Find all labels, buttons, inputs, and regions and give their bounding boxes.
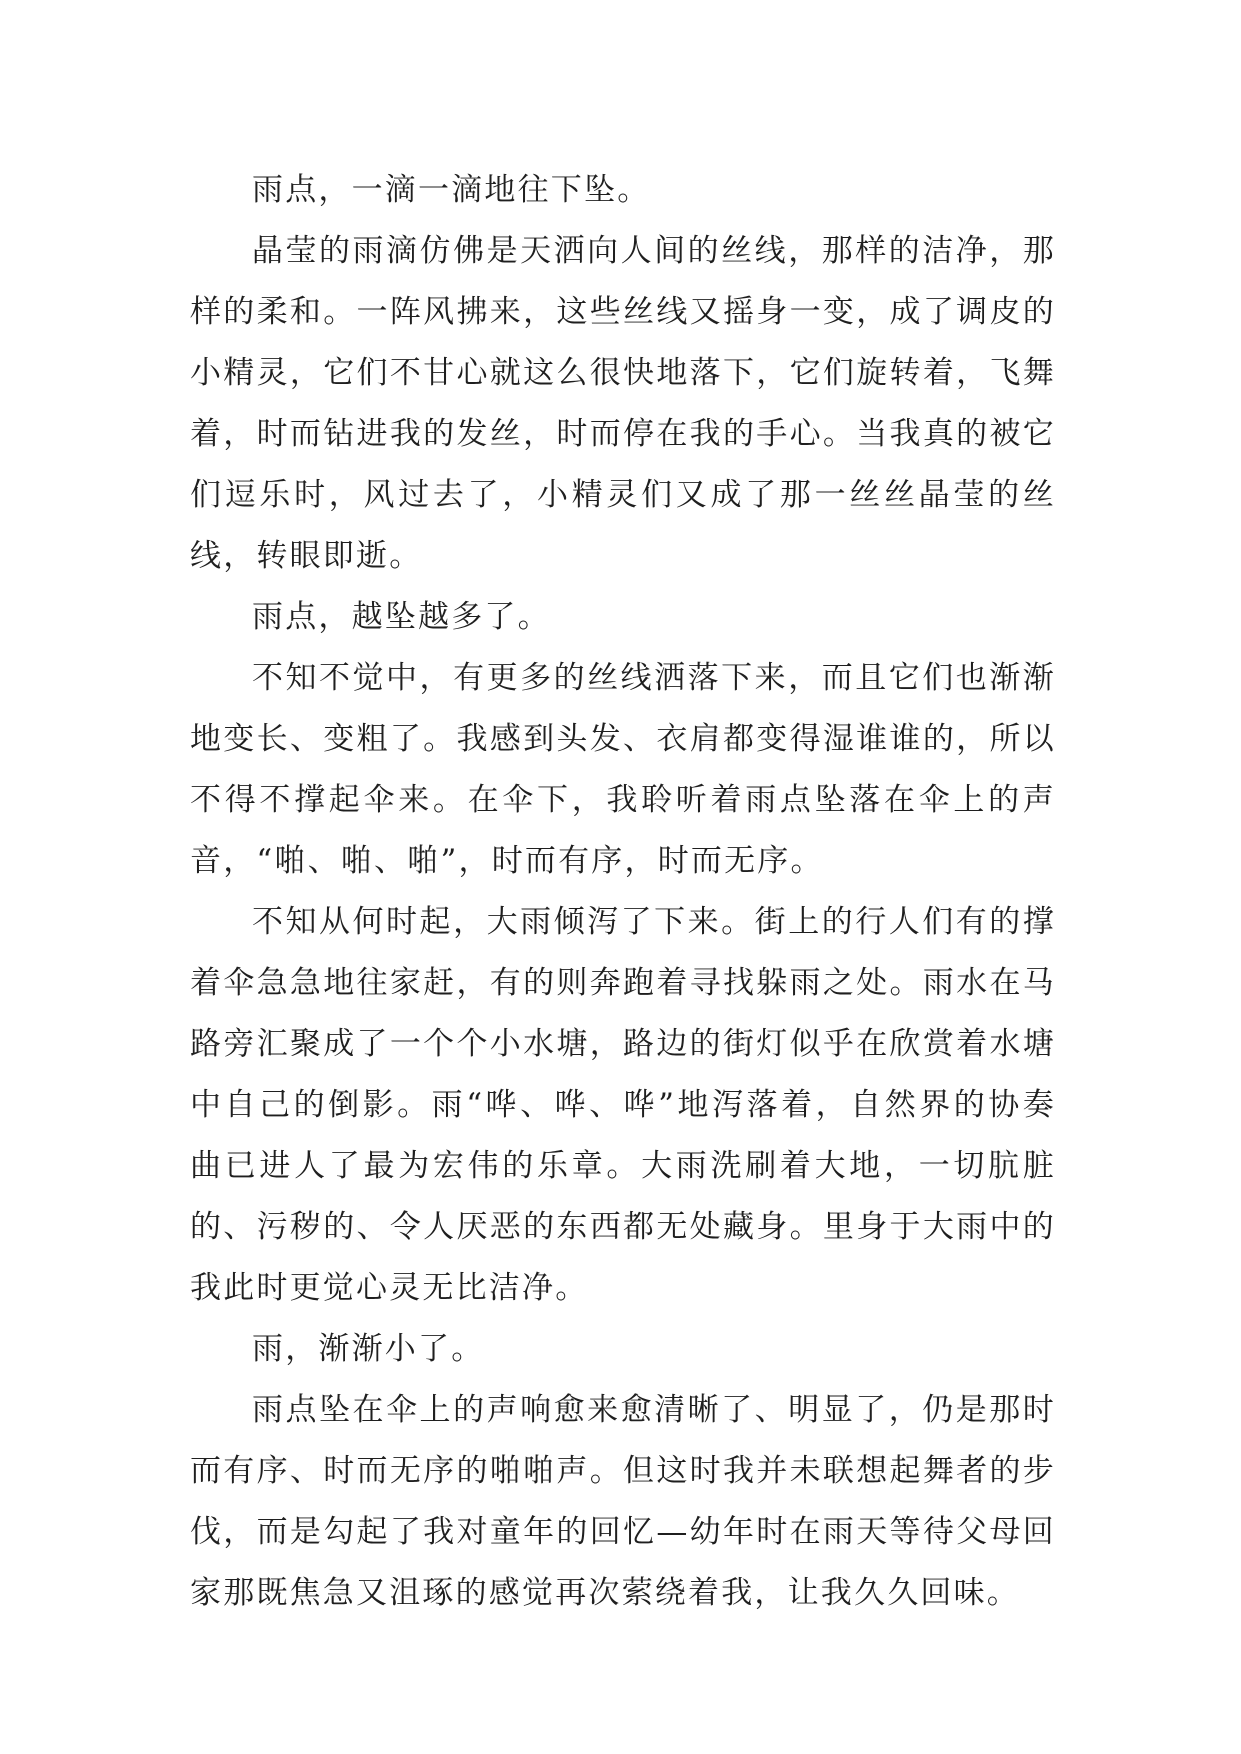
paragraph-1: 雨点，一滴一滴地往下坠。 bbox=[252, 172, 651, 208]
paragraph-4: 不知不觉中，有更多的丝线洒落下来，而且它们也渐渐地变长、变粗了。我感到头发、衣肩都变得湿谁谁的，所以不得不撑起伞来。在伞下，我聆听着雨点坠落在伞上的声音，“啪、啪、啪”，时而有序，时而无序。 bbox=[190, 660, 1056, 879]
essay-body bbox=[190, 160, 1056, 1624]
paragraph-5: 不知从何时起，大雨倾泻了下来。街上的行人们有的撑着伞急急地往家赶，有的则奔跑着寻找躲雨之处。雨水在马路旁汇聚成了一个个小水塘，路边的街灯似乎在欣赏着水塘中自己的倒影。雨“哗、哗、哗”地泻落着，自然界的协奏曲已进人了最为宏伟的乐章。大雨洗刷着大地，一切肮脏的、污秽的、令人厌恶的东西都无处藏身。里身于大雨中的我此时更觉心灵无比洁净。 bbox=[190, 904, 1056, 1306]
paragraph-2: 晶莹的雨滴仿佛是天洒向人间的丝线，那样的洁净，那样的柔和。一阵风拂来，这些丝线又摇身一变，成了调皮的小精灵，它们不甘心就这么很快地落下，它们旋转着，飞舞着，时而钻进我的发丝，时而停在我的手心。当我真的被它们逗乐时，风过去了，小精灵们又成了那一丝丝晶莹的丝线，转眼即逝。 bbox=[190, 233, 1056, 574]
paragraph-3: 雨点，越坠越多了。 bbox=[252, 599, 551, 635]
paragraph-6: 雨，渐渐小了。 bbox=[252, 1331, 485, 1367]
paragraph-7: 雨点坠在伞上的声响愈来愈清晰了、明显了，仍是那时而有序、时而无序的啪啪声。但这时我并未联想起舞者的步伐，而是勾起了我对童年的回忆—幼年时在雨天等待父母回家那既焦急又沮琢的感觉再次萦绕着我，让我久久回味。 bbox=[190, 1392, 1056, 1611]
